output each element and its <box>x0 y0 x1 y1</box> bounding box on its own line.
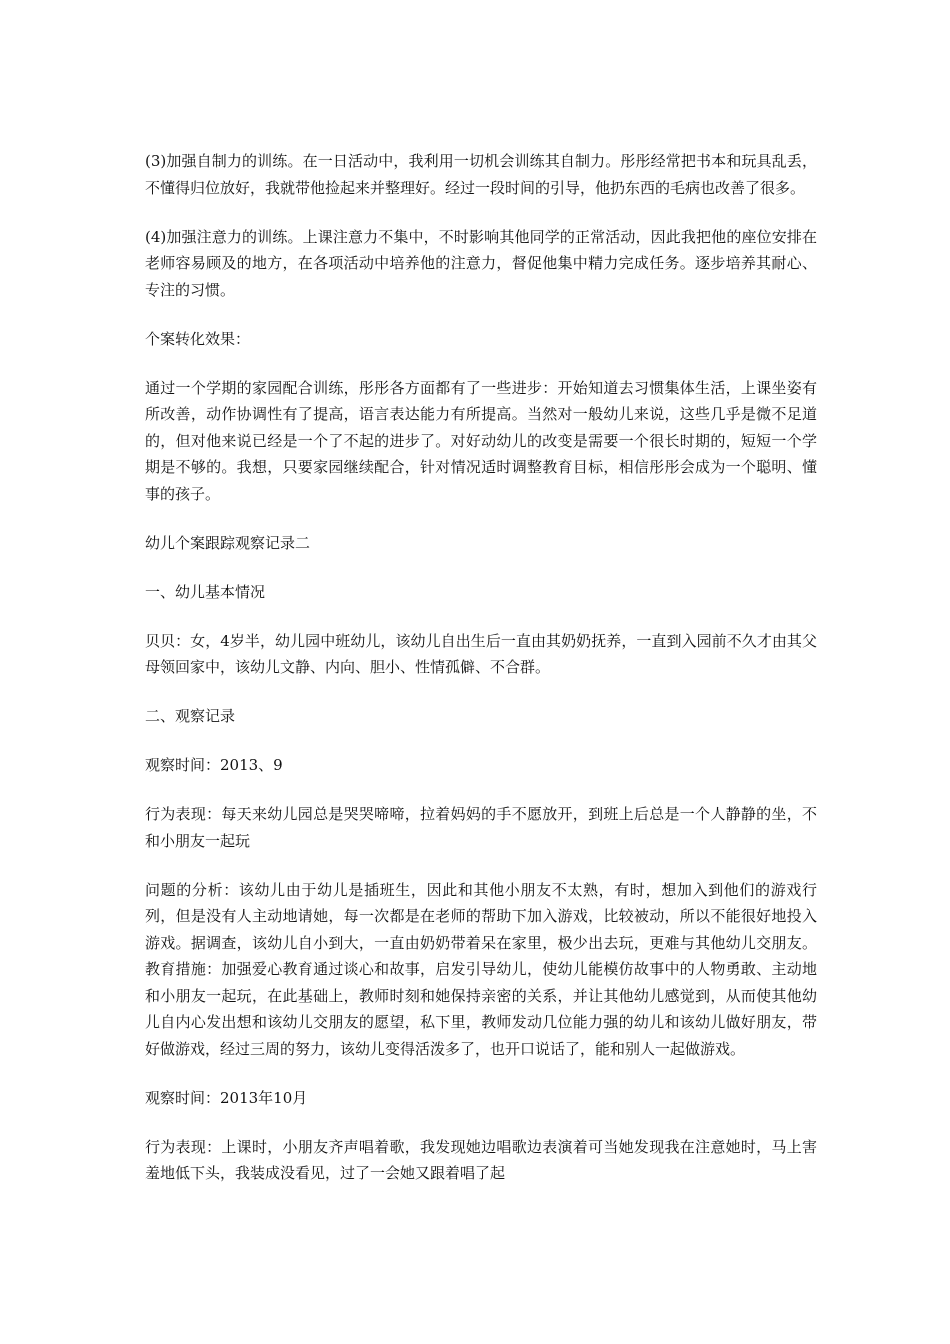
document-title-record-two: 幼儿个案跟踪观察记录二 <box>145 533 311 552</box>
observation-time-2: 观察时间：2013年10月 <box>145 1088 308 1107</box>
paragraph-self-control-training: (3)加强自制力的训练。在一日活动中，我利用一切机会训练其自制力。彤彤经常把书本和玩具乱丢，不懂得归位放好，我就带他捡起来并整理好。经过一段时间的引导，他扔东西的毛病也改善了很多。 <box>145 152 817 197</box>
section-heading-basic-info: 一、幼儿基本情况 <box>145 582 266 601</box>
behavior-description-1: 行为表现：每天来幼儿园总是哭哭啼啼，拉着妈妈的手不愿放开，到班上后总是一个人静静的坐，不和小朋友一起玩 <box>145 805 817 850</box>
paragraph-case-effect: 通过一个学期的家园配合训练，彤彤各方面都有了一些进步：开始知道去习惯集体生活，上课坐姿有所改善，动作协调性有了提高，语言表达能力有所提高。当然对一般幼儿来说，这些几乎是微不足道的，但对他来说已经是一个了不起的进步了。对好动幼儿的改变是需要一个很长时期的，短短一个学期是不够的。我想，只要家园继续配合，针对情况适时调整教育目标，相信彤彤会成为一个聪明、懂事的孩子。 <box>145 378 817 503</box>
problem-analysis-1: 问题的分析：该幼儿由于幼儿是插班生，因此和其他小朋友不太熟，有时，想加入到他们的游戏行列，但是没有人主动地请她，每一次都是在老师的帮助下加入游戏，比较被动，所以不能很好地投入游戏。据调查，该幼儿自小到大，一直由奶奶带着呆在家里，极少出去玩，更难与其他幼儿交朋友。 教育措施：加强爱心教育通过谈心和故事，启发引导幼儿，使幼儿能模仿故事中的人物勇敢、主动地和小朋友一起玩，在此基础上，教师时刻和她保持亲密的关系，并让其他幼儿感觉到，从而使其他幼儿自内心发出想和该幼儿交朋友的愿望，私下里，教师发动几位能力强的幼儿和该幼儿做好朋友，带好做游戏，经过三周的努力，该幼儿变得活泼多了，也开口说话了，能和别人一起做游戏。 <box>145 880 817 1058</box>
observation-time-1: 观察时间：2013、9 <box>145 756 283 774</box>
paragraph-attention-training: (4)加强注意力的训练。上课注意力不集中，不时影响其他同学的正常活动，因此我把他的座位安排在老师容易顾及的地方，在各项活动中培养他的注意力，督促他集中精力完成任务。逐步培养其耐心、专注的习惯。 <box>145 227 817 299</box>
document-page <box>145 148 817 1209</box>
paragraph-basic-info: 贝贝：女，4岁半，幼儿园中班幼儿，该幼儿自出生后一直由其奶奶抚养，一直到入园前不久才由其父母领回家中，该幼儿文静、内向、胆小、性情孤僻、不合群。 <box>145 631 817 676</box>
section-heading-case-effect: 个案转化效果： <box>145 329 251 348</box>
section-heading-observation-record: 二、观察记录 <box>145 707 236 725</box>
behavior-description-2: 行为表现：上课时，小朋友齐声唱着歌，我发现她边唱歌边表演着可当她发现我在注意她时，马上害羞地低下头，我装成没看见，过了一会她又跟着唱了起 <box>145 1137 817 1182</box>
